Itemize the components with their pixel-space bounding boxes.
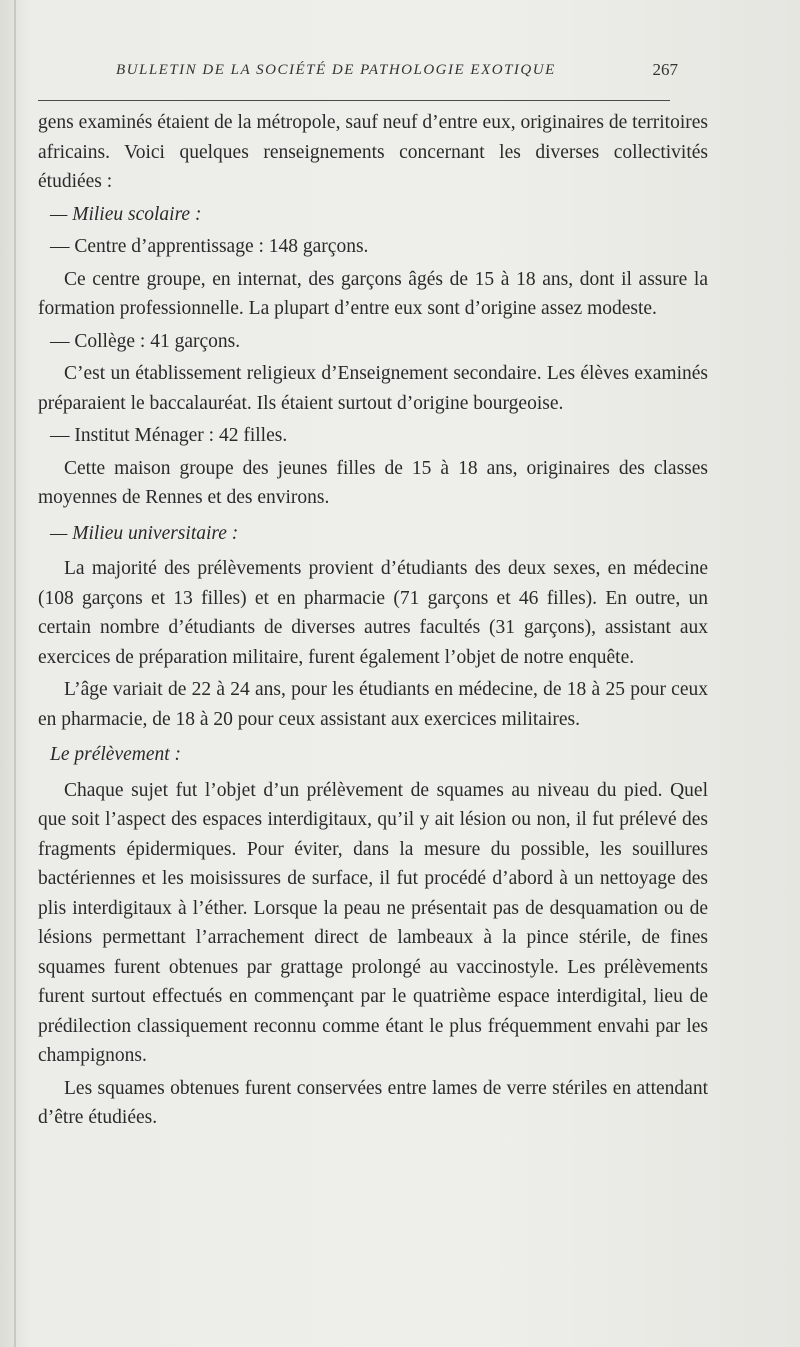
paragraph-squames: Les squames obtenues furent conservées entre lames de verre stériles en attendant d’être étudiées.: [38, 1077, 708, 1128]
paragraph-institut: Cette maison groupe des jeunes filles de 15 à 18 ans, originaires des classes moyennes de Rennes et des environs.: [38, 457, 708, 508]
paragraph-universitaire: La majorité des prélèvements provient d’étudiants des deux sexes, en médecine (108 garçons et 13 filles) et en pharmacie (71 garçons et 46 filles). En outre, un certain nombre d’étudiants de diverses autres facultés (31 garçons), assistant aux exercices de préparation militaire, furent également l’objet de notre enquête.: [38, 558, 708, 668]
section-heading-universitaire: — Milieu universitaire :: [50, 522, 239, 544]
paragraph-college: C’est un établissement religieux d’Enseignement secondaire. Les élèves examinés préparaient le baccalauréat. Ils étaient surtout d’origine bourgeoise.: [38, 363, 708, 414]
subheading-apprentissage: — Centre d’apprentissage : 148 garçons.: [50, 236, 369, 257]
section-heading-prelevement: Le prélèvement :: [50, 744, 182, 765]
page-number: 267: [652, 60, 678, 79]
paragraph-age: L’âge variait de 22 à 24 ans, pour les étudiants en médecine, de 18 à 25 pour ceux en pharmacie, de 18 à 20 pour ceux assistant aux exercices militaires.: [38, 679, 708, 730]
header-rule: [38, 100, 670, 101]
paragraph-apprentissage: Ce centre groupe, en internat, des garçons âgés de 15 à 18 ans, dont il assure la formation professionnelle. La plupart d’entre eux sont d’origine assez modeste.: [38, 268, 708, 319]
paragraph-intro: gens examinés étaient de la métropole, sauf neuf d’entre eux, originaires de territoires africains. Voici quelques renseignements concernant les diverses collectivités étudiées :: [38, 112, 708, 192]
section-heading-scolaire: — Milieu scolaire :: [50, 203, 202, 225]
paragraph-prelevement: Chaque sujet fut l’objet d’un prélèvement de squames au niveau du pied. Quel que soit l’aspect des espaces interdigitaux, qu’il y ait lésion ou non, il fut prélevé des fragments épidermiques. Pour éviter, dans la mesure du possible, les souillures bactériennes et les moisissures de surface, il fut procédé d’abord à un nettoyage des plis interdigitaux à l’éther. Lorsque la peau ne présentait pas de desquamation ou de lésions permettant l’arrachement direct de lambeaux à la pince stérile, de fines squames furent obtenues par grattage prolongé au vaccinostyle. Les prélèvements furent surtout effectués en commençant par le quatrième espace interdigital, lieu de prédilection classiquement reconnu comme étant le plus fréquemment envahi par les champignons.: [38, 779, 708, 1066]
subheading-institut: — Institut Ménager : 42 filles.: [50, 425, 288, 446]
body-text: [38, 108, 708, 1133]
page-edge-shadow: [14, 0, 16, 1347]
running-header: [116, 62, 686, 86]
journal-title: BULLETIN DE LA SOCIÉTÉ DE PATHOLOGIE EXOTIQUE: [116, 62, 556, 78]
subheading-college: — Collège : 41 garçons.: [50, 330, 241, 352]
